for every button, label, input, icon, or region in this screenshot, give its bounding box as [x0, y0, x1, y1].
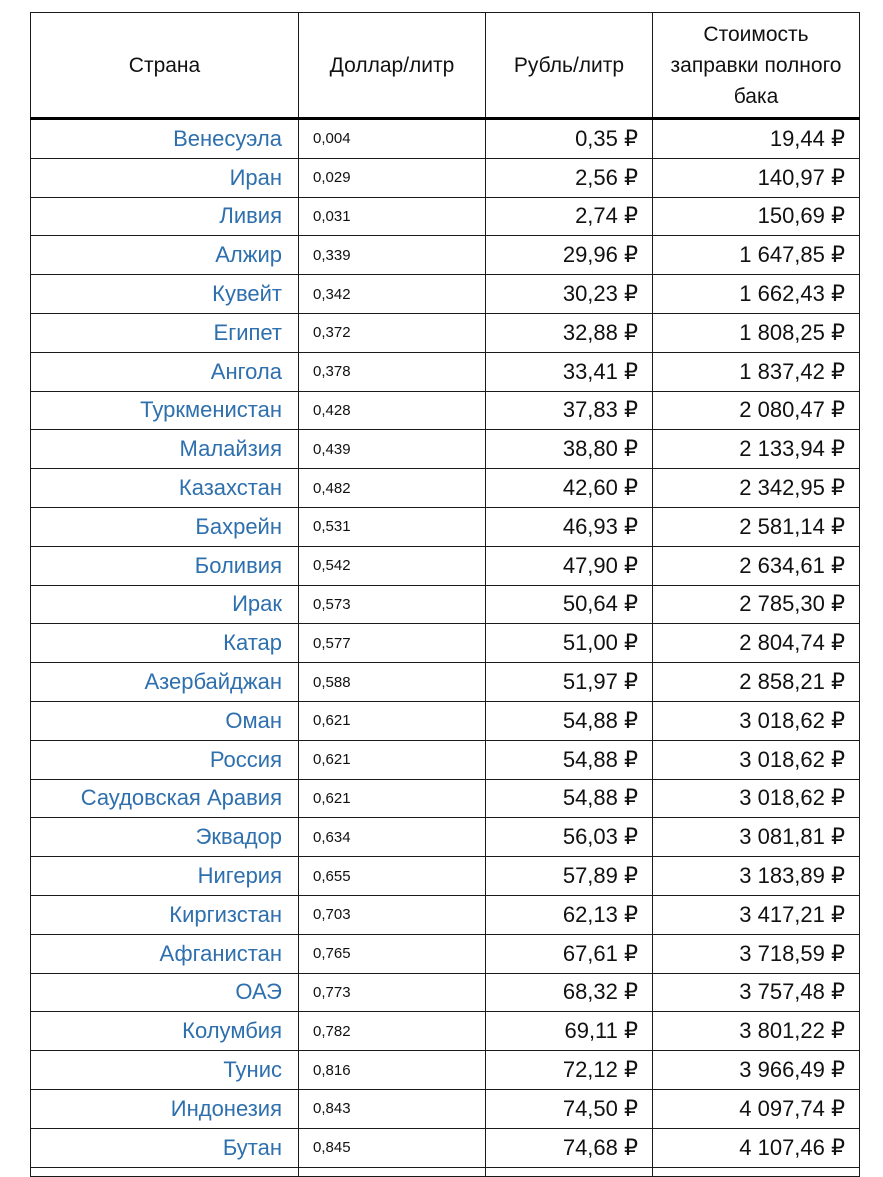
usd-per-liter-cell: 0,378: [299, 352, 486, 391]
usd-per-liter-cell: 0,342: [299, 275, 486, 314]
country-cell: Алжир: [31, 236, 299, 275]
country-cell: Саудовская Аравия: [31, 779, 299, 818]
full-tank-cost-cell: 1 808,25 ₽: [653, 313, 860, 352]
usd-per-liter-cell: 0,703: [299, 895, 486, 934]
rub-per-liter-cell: 46,93 ₽: [486, 507, 653, 546]
usd-per-liter-cell: 0,773: [299, 973, 486, 1012]
rub-per-liter-cell: 32,88 ₽: [486, 313, 653, 352]
rub-per-liter-cell: 57,89 ₽: [486, 857, 653, 896]
country-cell: Колумбия: [31, 1012, 299, 1051]
usd-per-liter-cell: 0,482: [299, 469, 486, 508]
table-row: [31, 663, 860, 702]
full-tank-cost-cell: 3 183,89 ₽: [653, 857, 860, 896]
usd-per-liter-cell: 0,843: [299, 1089, 486, 1128]
country-cell: Тунис: [31, 1051, 299, 1090]
table-row: [31, 313, 860, 352]
full-tank-cost-cell: 2 804,74 ₽: [653, 624, 860, 663]
country-cell: Боливия: [31, 546, 299, 585]
usd-per-liter-cell: 0,621: [299, 779, 486, 818]
header-country: Страна: [31, 13, 299, 119]
rub-per-liter-cell: 51,00 ₽: [486, 624, 653, 663]
full-tank-cost-cell: 1 662,43 ₽: [653, 275, 860, 314]
usd-per-liter-cell: 0,439: [299, 430, 486, 469]
country-cell: Ирак: [31, 585, 299, 624]
table-row: [31, 546, 860, 585]
usd-per-liter-cell: 0,031: [299, 197, 486, 236]
rub-per-liter-cell: 72,12 ₽: [486, 1051, 653, 1090]
full-tank-cost-cell: 140,97 ₽: [653, 158, 860, 197]
table-row: [31, 779, 860, 818]
usd-per-liter-cell: 0,634: [299, 818, 486, 857]
country-cell: Катар: [31, 624, 299, 663]
table-row: [31, 857, 860, 896]
rub-per-liter-cell: 69,11 ₽: [486, 1012, 653, 1051]
usd-per-liter-cell: 0,029: [299, 158, 486, 197]
table-row: [31, 236, 860, 275]
country-cell: Казахстан: [31, 469, 299, 508]
usd-per-liter-cell: 0,004: [299, 119, 486, 159]
full-tank-cost-cell: 3 018,62 ₽: [653, 701, 860, 740]
empty-cell: [31, 1167, 299, 1176]
full-tank-cost-cell: 150,69 ₽: [653, 197, 860, 236]
empty-cell: [486, 1167, 653, 1176]
empty-cell: [653, 1167, 860, 1176]
usd-per-liter-cell: 0,542: [299, 546, 486, 585]
rub-per-liter-cell: 0,35 ₽: [486, 119, 653, 159]
table-row: [31, 818, 860, 857]
full-tank-cost-cell: 2 080,47 ₽: [653, 391, 860, 430]
table-row: [31, 973, 860, 1012]
usd-per-liter-cell: 0,621: [299, 740, 486, 779]
table-row: [31, 740, 860, 779]
table-row: [31, 1051, 860, 1090]
rub-per-liter-cell: 51,97 ₽: [486, 663, 653, 702]
rub-per-liter-cell: 74,68 ₽: [486, 1128, 653, 1167]
rub-per-liter-cell: 2,56 ₽: [486, 158, 653, 197]
full-tank-cost-cell: 1 647,85 ₽: [653, 236, 860, 275]
header-row: [31, 13, 860, 119]
country-cell: Киргизстан: [31, 895, 299, 934]
country-cell: Туркменистан: [31, 391, 299, 430]
usd-per-liter-cell: 0,765: [299, 934, 486, 973]
usd-per-liter-cell: 0,339: [299, 236, 486, 275]
table-row: [31, 430, 860, 469]
header-full-tank-cost: Стоимость заправки полного бака: [653, 13, 860, 119]
empty-cell: [299, 1167, 486, 1176]
usd-per-liter-cell: 0,588: [299, 663, 486, 702]
rub-per-liter-cell: 67,61 ₽: [486, 934, 653, 973]
rub-per-liter-cell: 42,60 ₽: [486, 469, 653, 508]
country-cell: Иран: [31, 158, 299, 197]
full-tank-cost-cell: 2 342,95 ₽: [653, 469, 860, 508]
country-cell: Афганистан: [31, 934, 299, 973]
table-row: [31, 624, 860, 663]
usd-per-liter-cell: 0,655: [299, 857, 486, 896]
rub-per-liter-cell: 62,13 ₽: [486, 895, 653, 934]
country-cell: Ангола: [31, 352, 299, 391]
table-row-cutoff: [31, 1167, 860, 1176]
full-tank-cost-cell: 3 018,62 ₽: [653, 779, 860, 818]
rub-per-liter-cell: 68,32 ₽: [486, 973, 653, 1012]
usd-per-liter-cell: 0,782: [299, 1012, 486, 1051]
full-tank-cost-cell: 3 018,62 ₽: [653, 740, 860, 779]
rub-per-liter-cell: 50,64 ₽: [486, 585, 653, 624]
usd-per-liter-cell: 0,372: [299, 313, 486, 352]
table-row: [31, 275, 860, 314]
country-cell: Египет: [31, 313, 299, 352]
fuel-price-table-sheet: [30, 12, 859, 1177]
rub-per-liter-cell: 54,88 ₽: [486, 740, 653, 779]
table-row: [31, 1128, 860, 1167]
rub-per-liter-cell: 2,74 ₽: [486, 197, 653, 236]
table-row: [31, 701, 860, 740]
header-usd-per-liter: Доллар/литр: [299, 13, 486, 119]
full-tank-cost-cell: 3 417,21 ₽: [653, 895, 860, 934]
full-tank-cost-cell: 4 097,74 ₽: [653, 1089, 860, 1128]
table-row: [31, 507, 860, 546]
usd-per-liter-cell: 0,428: [299, 391, 486, 430]
full-tank-cost-cell: 1 837,42 ₽: [653, 352, 860, 391]
rub-per-liter-cell: 74,50 ₽: [486, 1089, 653, 1128]
country-cell: ОАЭ: [31, 973, 299, 1012]
full-tank-cost-cell: 3 718,59 ₽: [653, 934, 860, 973]
full-tank-cost-cell: 2 581,14 ₽: [653, 507, 860, 546]
table-row: [31, 585, 860, 624]
usd-per-liter-cell: 0,816: [299, 1051, 486, 1090]
table-row: [31, 197, 860, 236]
table-row: [31, 1089, 860, 1128]
full-tank-cost-cell: 2 785,30 ₽: [653, 585, 860, 624]
table-body: [31, 119, 860, 1177]
country-cell: Кувейт: [31, 275, 299, 314]
full-tank-cost-cell: 3 801,22 ₽: [653, 1012, 860, 1051]
table-row: [31, 391, 860, 430]
country-cell: Азербайджан: [31, 663, 299, 702]
rub-per-liter-cell: 29,96 ₽: [486, 236, 653, 275]
full-tank-cost-cell: 3 966,49 ₽: [653, 1051, 860, 1090]
full-tank-cost-cell: 2 634,61 ₽: [653, 546, 860, 585]
header-rub-per-liter: Рубль/литр: [486, 13, 653, 119]
country-cell: Малайзия: [31, 430, 299, 469]
table-row: [31, 895, 860, 934]
table-row: [31, 119, 860, 159]
table-header: [31, 13, 860, 119]
table-row: [31, 934, 860, 973]
country-cell: Венесуэла: [31, 119, 299, 159]
full-tank-cost-cell: 3 081,81 ₽: [653, 818, 860, 857]
country-cell: Россия: [31, 740, 299, 779]
rub-per-liter-cell: 54,88 ₽: [486, 779, 653, 818]
usd-per-liter-cell: 0,621: [299, 701, 486, 740]
rub-per-liter-cell: 56,03 ₽: [486, 818, 653, 857]
rub-per-liter-cell: 33,41 ₽: [486, 352, 653, 391]
table-row: [31, 1012, 860, 1051]
full-tank-cost-cell: 2 133,94 ₽: [653, 430, 860, 469]
rub-per-liter-cell: 30,23 ₽: [486, 275, 653, 314]
table-row: [31, 469, 860, 508]
rub-per-liter-cell: 54,88 ₽: [486, 701, 653, 740]
full-tank-cost-cell: 19,44 ₽: [653, 119, 860, 159]
usd-per-liter-cell: 0,577: [299, 624, 486, 663]
country-cell: Индонезия: [31, 1089, 299, 1128]
rub-per-liter-cell: 47,90 ₽: [486, 546, 653, 585]
full-tank-cost-cell: 4 107,46 ₽: [653, 1128, 860, 1167]
country-cell: Оман: [31, 701, 299, 740]
usd-per-liter-cell: 0,845: [299, 1128, 486, 1167]
rub-per-liter-cell: 37,83 ₽: [486, 391, 653, 430]
country-cell: Нигерия: [31, 857, 299, 896]
country-cell: Эквадор: [31, 818, 299, 857]
table-row: [31, 158, 860, 197]
country-cell: Бутан: [31, 1128, 299, 1167]
rub-per-liter-cell: 38,80 ₽: [486, 430, 653, 469]
country-cell: Бахрейн: [31, 507, 299, 546]
country-cell: Ливия: [31, 197, 299, 236]
fuel-price-table: [30, 12, 860, 1177]
usd-per-liter-cell: 0,531: [299, 507, 486, 546]
usd-per-liter-cell: 0,573: [299, 585, 486, 624]
full-tank-cost-cell: 2 858,21 ₽: [653, 663, 860, 702]
full-tank-cost-cell: 3 757,48 ₽: [653, 973, 860, 1012]
table-row: [31, 352, 860, 391]
